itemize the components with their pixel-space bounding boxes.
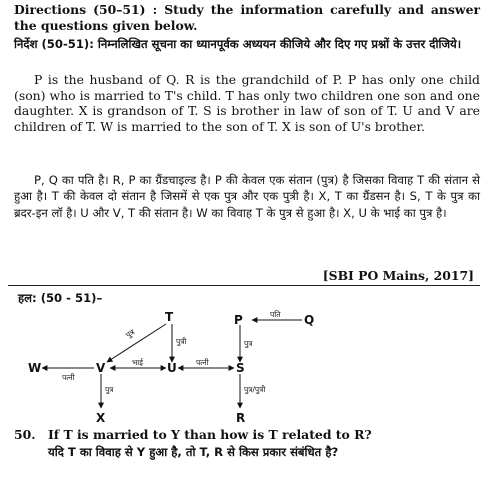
node-w: W xyxy=(28,361,42,375)
label-s-r: पुत्र/पुत्री xyxy=(244,385,266,394)
node-r: R xyxy=(236,411,246,425)
question-number: 50. xyxy=(14,427,36,442)
label-v-x: पुत्र xyxy=(105,385,114,394)
source-citation: [SBI PO Mains, 2017] xyxy=(322,268,474,283)
label-t-u: पुत्री xyxy=(176,337,187,346)
label-u-s: पत्नी xyxy=(196,358,209,367)
separator-line xyxy=(8,285,480,286)
directions-heading-en: Directions (50–51) : Study the information carefully and answer the questions given below. xyxy=(14,2,480,33)
label-p-s: पुत्र xyxy=(244,339,253,348)
directions-heading-hi: निर्देश (50-51): निम्नलिखित सूचना का ध्यानपूर्वक अध्ययन कीजिये और दिए गए प्रश्नों के उत्तर दीजिये। xyxy=(14,37,462,51)
node-v: V xyxy=(96,361,106,375)
label-v-u: भाई xyxy=(132,358,143,367)
node-s: S xyxy=(236,361,245,375)
node-t: T xyxy=(165,310,174,324)
label-v-w: पत्नी xyxy=(62,373,75,382)
solution-label: हल: (50 - 51)– xyxy=(18,291,103,305)
label-p-q: पति xyxy=(270,310,281,319)
node-u: U xyxy=(167,361,177,375)
edge-t-v xyxy=(107,324,166,362)
node-x: X xyxy=(96,411,106,425)
label-t-v: पुत्र xyxy=(124,327,137,340)
question-text-en: If T is married to Y than how is T related to R? xyxy=(48,427,372,442)
family-tree-diagram xyxy=(0,306,488,426)
question-text-hi: यदि T का विवाह से Y हुआ है, तो T, R से किस प्रकार संबंधित है? xyxy=(48,445,339,459)
node-q: Q xyxy=(304,313,315,327)
directions-paragraph-en: P is the husband of Q. R is the grandchild of P. P has only one child (son) who is married to T's child. T has only two children one son and one daughter. X is grandson of T. S is brother in law of son of T. U and V are children of T. W is married to the son of T. X is son of U's brother. xyxy=(14,72,480,134)
directions-paragraph-hi: P, Q का पति है। R, P का ग्रैंडचाइल्ड है। P की केवल एक संतान (पुत्र) है जिसका विवाह T की संतान से हुआ है। T की केवल दो संतान है जिसमें से एक पुत्र और एक पुत्री है। X, T का ग्रैंडसन है। S, T के पुत्र का ब्रदर-इन लॉ है। U और V, T की संतान है। W का विवाह T के पुत्र से हुआ है। X, U के भाई का पुत्र है। xyxy=(14,173,480,220)
node-p: P xyxy=(234,313,243,327)
